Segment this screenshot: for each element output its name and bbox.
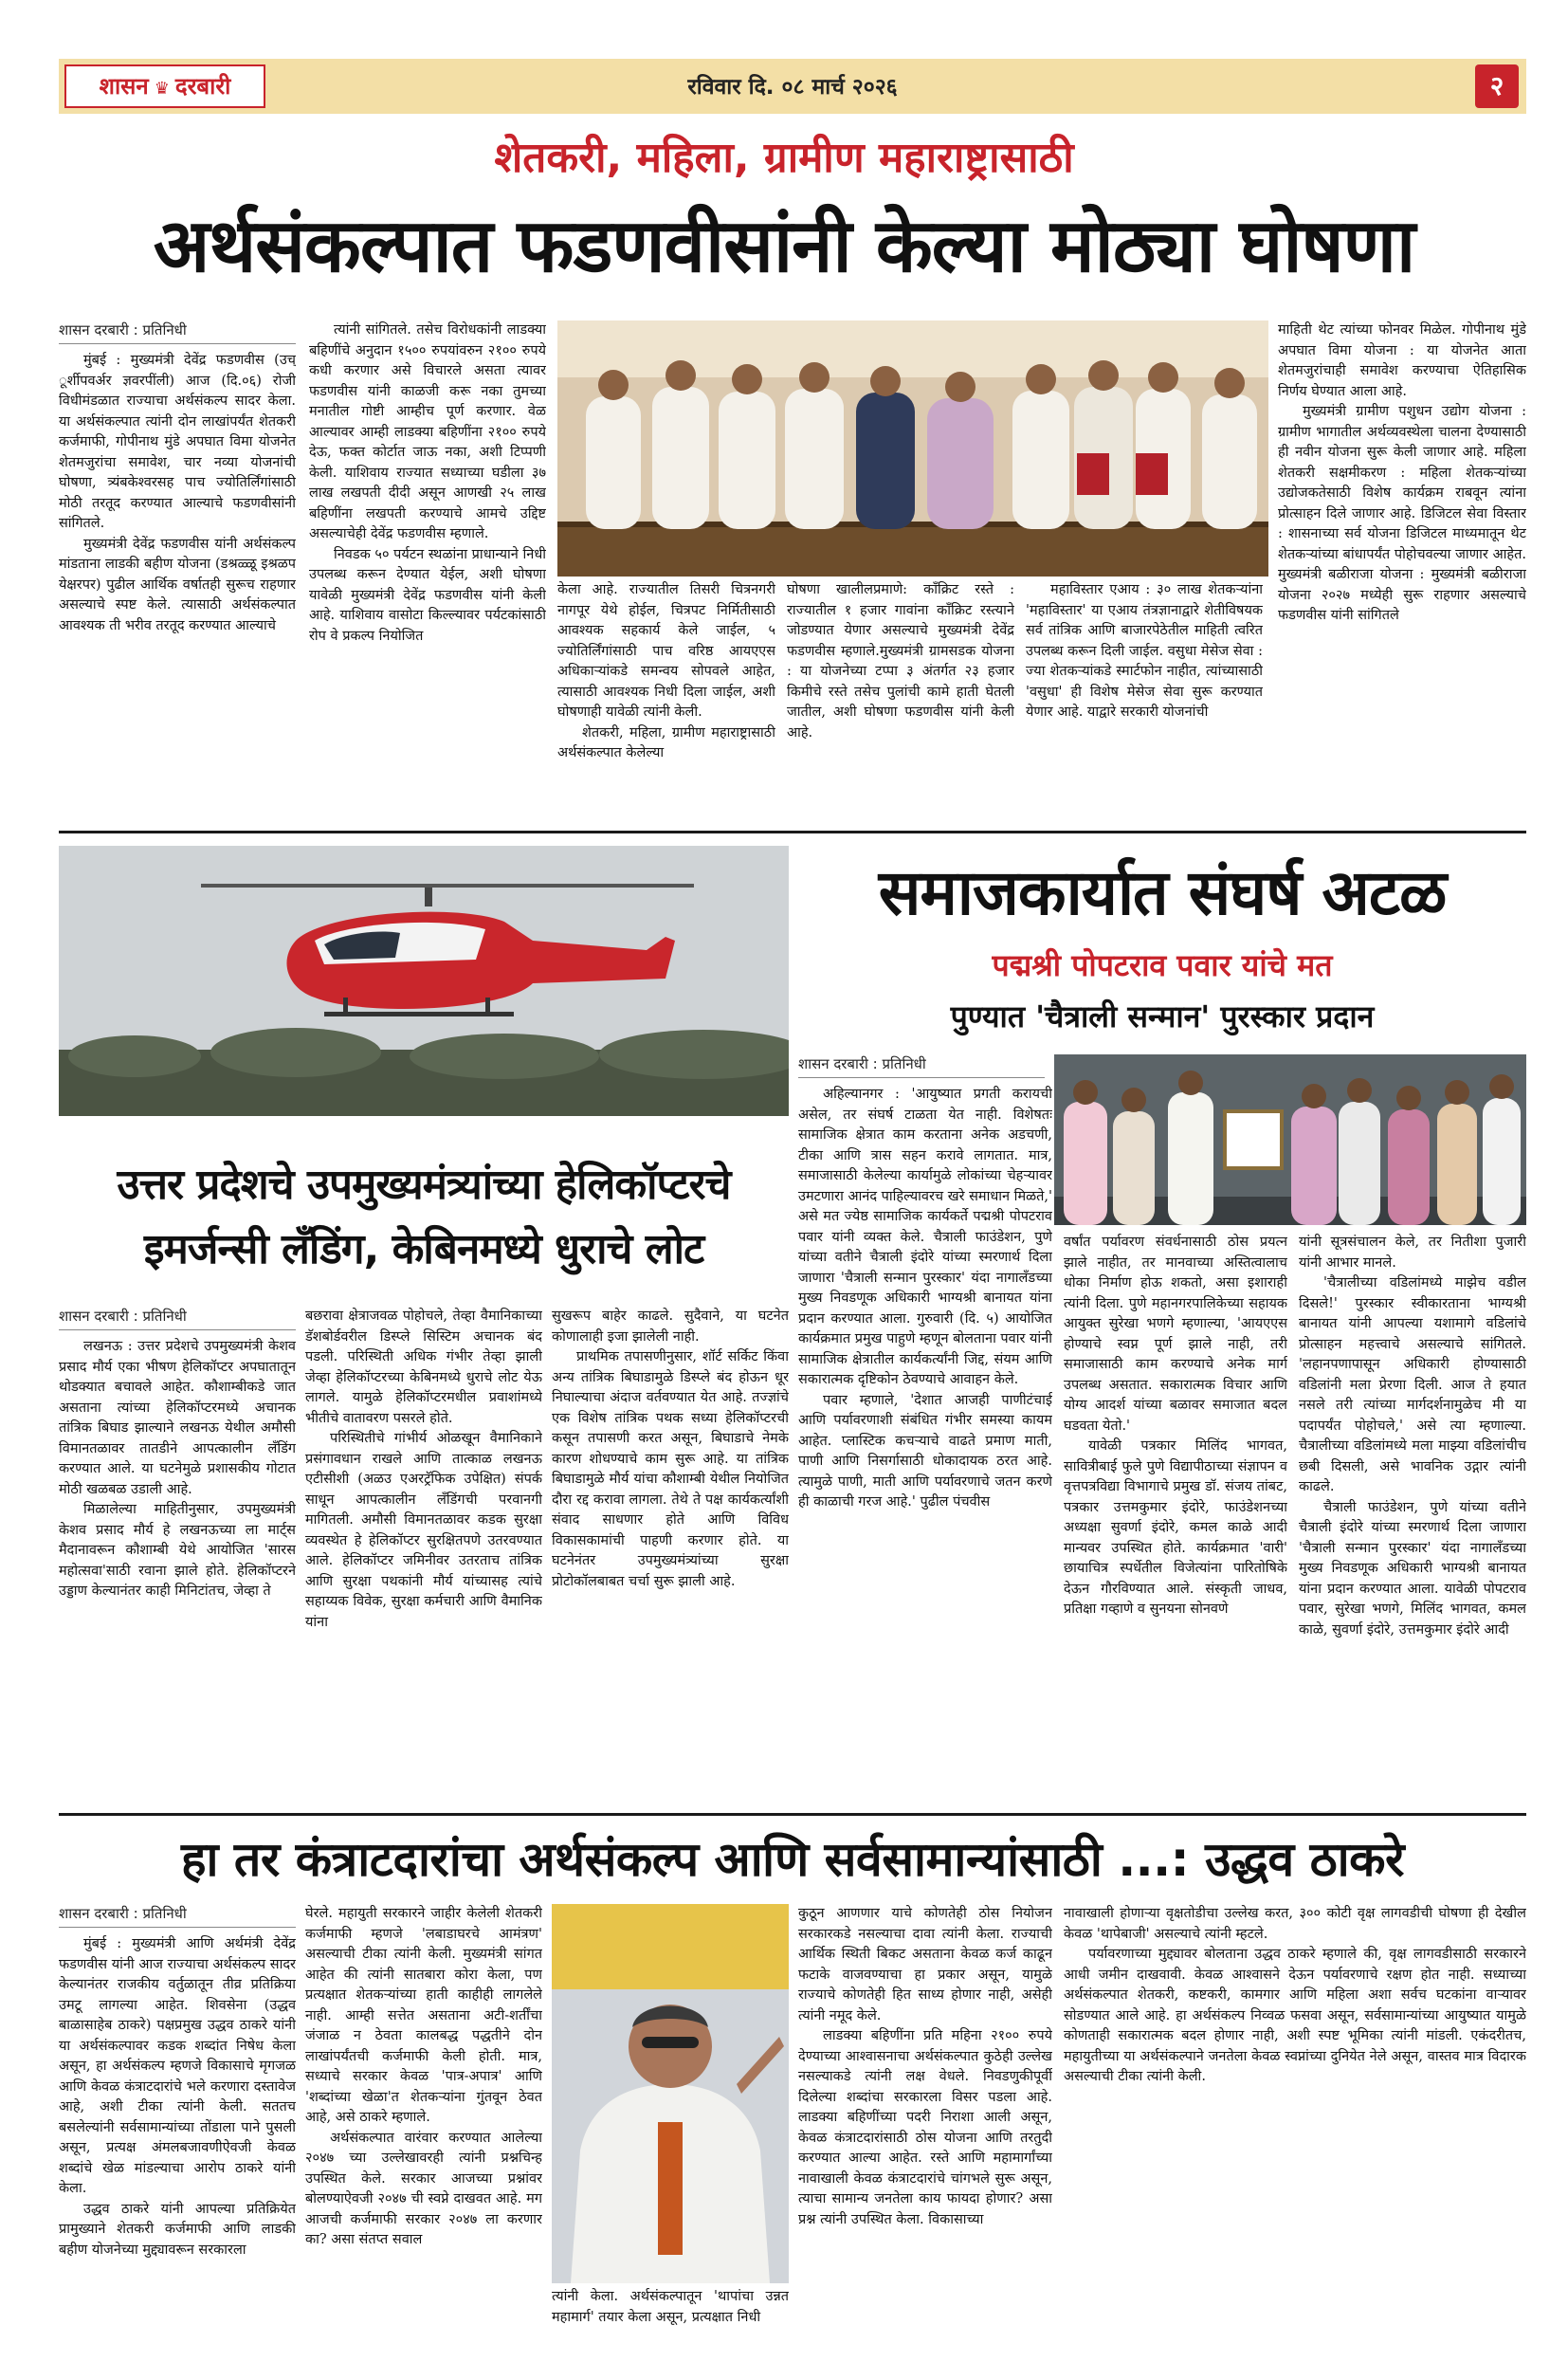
story4-column-2: [305, 1904, 542, 2357]
logo-right-text: दरबारी: [174, 73, 231, 100]
page-number: २: [1475, 64, 1519, 108]
paragraph: मुख्यमंत्री देवेंद्र फडणवीस यांनी अर्थसंकल्प मांडताना लाडकी बहीण योजना (डश्रळ्ळू इश्रळप येक्षरपर) पुढील आर्थिक वर्षातही सुरूच राहणार असल्याचे स्पष्ट केले. त्यासाठी अर्थसंकल्पात आवश्यक ती भरीव तरतूद करण्यात आल्याचे: [59, 536, 296, 633]
uddhav-thackeray-photo: [552, 1904, 789, 2283]
story2-column-3: [552, 1307, 789, 1802]
story3-column-2: [1064, 1233, 1287, 1802]
paragraph: प्राथमिक तपासणीनुसार, शॉर्ट सर्किट किंवा अन्य तांत्रिक बिघाडामुळे डिस्प्ले बंद होऊन धूर निघाल्याचा अंदाज वर्तवण्यात येत आहे. तज्ज्ञांचे एक विशेष तांत्रिक पथक सध्या हेलिकॉप्टरची कसून तपासणी करत असून, बिघाडाचे नेमके कारण शोधण्याचे काम सुरू आहे. या तांत्रिक बिघाडामुळे मौर्य यांचा कौशाम्बी येथील नियोजित दौरा रद्द करावा लागला. तेथे ते पक्ष कार्यकर्त्यांशी संवाद साधणार होते आणि विविध विकासकामांची पाहणी करणार होते. या घटनेनंतर उपमुख्यमंत्र्यांच्या सुरक्षा प्रोटोकॉलबाबत चर्चा सुरू झाली आहे.: [552, 1349, 789, 1589]
paragraph: त्यांनी केला. अर्थसंकल्पातून 'थापांचा उन्नत महामार्ग' तयार केला असून, प्रत्यक्षात निधी: [552, 2289, 789, 2325]
story4-byline: शासन दरबारी : प्रतिनिधी: [59, 1904, 296, 1928]
paragraph: मुख्यमंत्री ग्रामीण पशुधन उद्योग योजना : ग्रामीण भागातील अर्थव्यवस्थेला चालना देण्यासाठी ही नवीन योजना सुरू केली जाणार आहे. महिला शेतकरी सक्षमीकरण : महिला शेतकऱ्यांच्या उद्योजकतेसाठी विशेष कार्यक्रम राबवून त्यांना प्रोत्साहन दिले जाणार आहे. डिजिटल सेवा विस्तार : शासनाच्या सर्व योजना डिजिटल माध्यमातून थेट शेतकऱ्यांच्या बांधापर्यंत पोहोचवल्या जाणार आहेत. मुख्यमंत्री बळीराजा योजना : मुख्यमंत्री बळीराजा योजना २०२७ मध्येही सुरू राहणार असल्याचे फडणवीस यांनी सांगितले: [1278, 404, 1526, 623]
story1-headline: अर्थसंकल्पात फडणवीसांनी केल्या मोठ्या घोषणा: [153, 204, 1415, 289]
photo-caption-continuation: [552, 2287, 789, 2357]
section-divider: [59, 1813, 1526, 1816]
paragraph: माहिती थेट त्यांच्या फोनवर मिळेल. गोपीनाथ मुंडे अपघात विमा योजना : या योजनेत आता शेतमजुरांचाही समावेश करण्याचा ऐतिहासिक निर्णय घेण्यात आला आहे.: [1278, 322, 1526, 399]
issue-date: रविवार दि. ०८ मार्च २०२६: [687, 75, 898, 100]
logo-left-text: शासन: [99, 73, 149, 100]
story3-headline: समाजकार्यात संघर्ष अटळ: [878, 856, 1447, 929]
paragraph: वर्षांत पर्यावरण संवर्धनासाठी ठोस प्रयत्न झाले नाहीत, तर मानवाच्या अस्तित्वालाच धोका निर्माण होऊ शकतो, असा इशाराही त्यांनी दिला. पुणे महानगरपालिकेच्या सहायक आयुक्त सुरेखा भणगे म्हणाल्या, 'आयएएस होण्याचे स्वप्न पूर्ण झाले नाही, तरी समाजासाठी काम करण्याचे अनेक मार्ग उपलब्ध असतात. सकारात्मक विचार आणि योग्य आदर्श यांच्या बळावर समाजात बदल घडवता येतो.': [1064, 1235, 1287, 1434]
paragraph: अहिल्यानगर : 'आयुष्यात प्रगती करायची असेल, तर संघर्ष टाळता येत नाही. विशेषतः सामाजिक क्षेत्रात काम करताना अनेक अडचणी, टीका आणि त्रास सहन करावे लागतात. मात्र, समाजासाठी केलेल्या कार्यामुळे लोकांच्या चेहऱ्यावर उमटणारा आनंद पाहिल्यावरच खरे समाधान मिळते,' असे मत ज्येष्ठ सामाजिक कार्यकर्ते पद्मश्री पोपटराव पवार यांनी व्यक्त केले. चैत्राली फाउंडेशन, पुणे यांच्या वतीने चैत्राली इंदोरे यांच्या स्मरणार्थ दिला जाणारा 'चैत्राली सन्मान पुरस्कार' यंदा नागालँडच्या मुख्य निवडणूक अधिकारी भाग्यश्री बानायत यांना प्रदान करण्यात आला. गुरुवारी (दि. ५) आयोजित कार्यक्रमात प्रमुख पाहुणे म्हणून बोलताना पवार यांनी सामाजिक क्षेत्रातील कार्यकर्त्यांनी जिद्द, संयम आणि सकारात्मक दृष्टिकोन ठेवण्याचे आवाहन केले.: [798, 1087, 1052, 1387]
paragraph: घेरले. महायुती सरकारने जाहीर केलेली शेतकरी कर्जमाफी म्हणजे 'लबाडाघरचे आमंत्रण' असल्याची टीका त्यांनी केली. मुख्यमंत्री सांगत आहेत की त्यांनी सातबारा कोरा केला, पण प्रत्यक्षात शेतकऱ्यांच्या हाती काहीही लागलेले नाही. आम्ही सत्तेत असताना अटी-शर्तींचा जंजाळ न ठेवता कालबद्ध पद्धतीने दोन लाखांपर्यंतची कर्जमाफी केली होती. मात्र, सध्याचे सरकार केवळ 'पात्र-अपात्र' आणि 'शब्दांच्या खेळा'त शेतकऱ्यांना गुंतवून ठेवत आहे, असे ठाकरे म्हणाले.: [305, 1906, 542, 2125]
paragraph: त्यांनी सांगितले. तसेच विरोधकांनी लाडक्या बहिणींचे अनुदान १५०० रुपयांवरुन २१०० रुपये कधी करणार असे विचारले असता त्यावर फडणवीस यांनी काळजी करू नका तुमच्या मनातील गोष्टी आम्हीच पूर्ण करणार. वेळ आल्यावर आम्ही लाडक्या बहिणींना २१०० रुपये देऊ, फक्त कोर्टात जाऊ नका, अशी टिप्पणी केली. याशिवाय राज्यात सध्याच्या घडीला ३७ लाख लखपती दीदी असून आणखी २५ लाख बहिणींना लखपती करण्याचे आमचे उद्दिष्ट असल्याचेही देवेंद्र फडणवीस म्हणाले.: [309, 322, 546, 541]
paragraph: पवार म्हणाले, 'देशात आजही पाणीटंचाई आणि पर्यावरणाशी संबंधित गंभीर समस्या कायम आहेत. प्लास्टिक कचऱ्याचे वाढते प्रमाण माती, पाणी आणि निसर्गासाठी धोकादायक ठरत आहे. त्यामुळे पाणी, माती आणि पर्यावरणाचे जतन करणे ही काळाची गरज आहे.' पुढील पंचवीस: [798, 1392, 1052, 1510]
paragraph: यावेळी पत्रकार मिलिंद भागवत, सावित्रीबाई फुले पुणे विद्यापीठाच्या संज्ञापन व वृत्तपत्रविद्या विभागाचे प्रमुख डॉ. संजय तांबट, पत्रकार उत्तमकुमार इंदोरे, फाउंडेशनच्या अध्यक्षा सुवर्णा इंदोरे, कमल काळे आदी मान्यवर उपस्थित होते. कार्यक्रमात 'वारी' छायाचित्र स्पर्धेतील विजेत्यांना पारितोषिके देऊन गौरविण्यात आले. संस्कृती जाधव, प्रतिक्षा गव्हाणे व सुनयना सोनवणे: [1064, 1438, 1287, 1617]
paragraph: लाडक्या बहिणींना प्रति महिना २१०० रुपये देण्याच्या आश्वासनाचा अर्थसंकल्पात कुठेही उल्लेख नसल्याकडे त्यांनी लक्ष वेधले. निवडणुकीपूर्वी दिलेल्या शब्दांचा सरकारला विसर पडला आहे. लाडक्या बहिणींच्या पदरी निराशा आली असून, केवळ कंत्राटदारांसाठी ठोस योजना आणि तरतुदी करण्यात आल्या आहेत. रस्ते आणि महामार्गांच्या नावाखाली केवळ कंत्राटदारांचे चांगभले सुरू असून, त्याचा सामान्य जनतेला काय फायदा होणार? असा प्रश्न त्यांनी उपस्थित केला. विकासाच्या: [798, 2028, 1052, 2227]
paragraph: मुंबई : मुख्यमंत्री आणि अर्थमंत्री देवेंद्र फडणवीस यांनी आज राज्याचा अर्थसंकल्प सादर केल्यानंतर राजकीय वर्तुळातून तीव्र प्रतिक्रिया उमटू लागल्या आहेत. शिवसेना (उद्धव बाळासाहेब ठाकरे) पक्षप्रमुख उद्धव ठाकरे यांनी या अर्थसंकल्पावर कडक शब्दांत निषेध केला असून, हा अर्थसंकल्प म्हणजे विकासाचे मृगजळ आणि केवळ कंत्राटदारांचे भले करणारा दस्तावेज आहे, अशी टीका त्यांनी केली. सततच बसलेल्यांनी सर्वसामान्यांच्या तोंडाला पाने पुसली असून, प्रत्यक्ष अंमलबजावणीऐवजी केवळ शब्दांचे खेळ मांडल्याचा आरोप ठाकरे यांनी केला.: [59, 1936, 296, 2196]
story1-column-6: [1278, 320, 1526, 821]
story3-column-3: [1299, 1233, 1526, 1802]
story1-column-1: [59, 351, 296, 821]
story1-column-5: [1026, 580, 1263, 821]
paragraph: उद्धव ठाकरे यांनी आपल्या प्रतिक्रियेत प्रामुख्याने शेतकरी कर्जमाफी आणि लाडकी बहीण योजनेच्या मुद्द्यावरून सरकारला: [59, 2201, 296, 2258]
story1-column-4: [787, 580, 1014, 821]
story2-headline-line-1: उत्तर प्रदेशचे उपमुख्यमंत्र्यांच्या हेलिकॉप्टरचे: [117, 1161, 731, 1209]
story4-column-3: [798, 1904, 1052, 2357]
story4-headline: हा तर कंत्राटदारांचा अर्थसंकल्प आणि सर्वसामान्यांसाठी ...: उद्धव ठाकरे: [181, 1832, 1404, 1887]
award-ceremony-photo: [1054, 1054, 1526, 1225]
story3-column-1: [798, 1085, 1052, 1802]
masthead: [59, 59, 1526, 114]
story3-subhead-1: पद्मश्री पोपटराव पवार यांचे मत: [992, 947, 1333, 983]
paragraph: केला आहे. राज्यातील तिसरी चित्रनगरी नागपूर येथे होईल, चित्रपट निर्मितीसाठी आवश्यक सहकार्य केले जाईल, ५ ज्योतिर्लिंगांसाठी पाच वरिष्ठ आयएएस अधिकाऱ्यांकडे समन्वय सोपवले आहेत, त्यासाठी आवश्यक निधी दिला जाईल, अशी घोषणाही यावेळी त्यांनी केली.: [557, 582, 775, 720]
paragraph: परिस्थितीचे गांभीर्य ओळखून वैमानिकाने प्रसंगावधान राखले आणि तात्काळ लखनऊ एटीसीशी (अळउ एअरट्रॅफिक उपेक्षित) संपर्क साधून आपत्कालीन लँडिंगची परवानगी मागितली. अमौसी विमानतळावर कडक सुरक्षा व्यवस्थेत हे हेलिकॉप्टर सुरक्षितपणे उतरवण्यात आले. हेलिकॉप्टर जमिनीवर उतरताच तांत्रिक आणि सुरक्षा पथकांनी मौर्य यांच्यासह त्यांचे सहाय्यक विवेक, सुरक्षा कर्मचारी आणि वैमानिक यांना: [305, 1431, 542, 1630]
story4-column-4: [1064, 1904, 1526, 2357]
paragraph: बछरावा क्षेत्राजवळ पोहोचले, तेव्हा वैमानिकाच्या डॅशबोर्डवरील डिस्प्ले सिस्टिम अचानक बंद पडली. परिस्थिती अधिक गंभीर तेव्हा झाली जेव्हा हेलिकॉप्टरच्या केबिनमध्ये धुराचे लोट येऊ लागले. यामुळे हेलिकॉप्टरमधील प्रवाशांमध्ये भीतीचे वातावरण पसरले होते.: [305, 1309, 542, 1426]
story2-column-1: [59, 1337, 296, 1802]
paragraph: लखनऊ : उत्तर प्रदेशचे उपमुख्यमंत्री केशव प्रसाद मौर्य एका भीषण हेलिकॉप्टर अपघातातून थोडक्यात बचावले आहेत. कौशाम्बीकडे जात असताना त्यांच्या हेलिकॉप्टरमध्ये अचानक तांत्रिक बिघाड झाल्याने लखनऊ येथील अमौसी विमानतळावर तातडीने आपत्कालीन लँडिंग करण्यात आले. या घटनेमुळे प्रशासकीय गोटात मोठी खळबळ उडाली आहे.: [59, 1339, 296, 1497]
paragraph: पर्यावरणाच्या मुद्द्यावर बोलताना उद्धव ठाकरे म्हणाले की, वृक्ष लागवडीसाठी सरकारने आधी जमीन दाखवावी. केवळ आश्वासने देऊन पर्यावरणाचे रक्षण होत नाही. सध्याच्या अर्थसंकल्पात शेतकरी, कष्टकरी, कामगार आणि महिला अशा सर्वच घटकांना वाऱ्यावर सोडण्यात आले आहे. हा अर्थसंकल्प निव्वळ फसवा असून, सर्वसामान्यांच्या आयुष्यात यामुळे कोणताही सकारात्मक बदल होणार नाही, अशी स्पष्ट भूमिका त्यांनी मांडली. एकंदरीतच, महायुतीच्या या अर्थसंकल्पाने जनतेला केवळ स्वप्नांच्या दुनियेत नेले असून, वास्तव मात्र विदारक असल्याची टीका त्यांनी केली.: [1064, 1947, 1526, 2084]
story2-column-2: [305, 1307, 542, 1802]
paragraph: चैत्राली फाउंडेशन, पुणे यांच्या वतीने चैत्राली इंदोरे यांच्या स्मरणार्थ दिला जाणारा 'चैत्राली सन्मान पुरस्कार' यंदा नागालँडच्या मुख्य निवडणूक अधिकारी भाग्यश्री बानायत यांना प्रदान करण्यात आला. यावेळी पोपटराव पवार, सुरेखा भणगे, मिलिंद भागवत, कमल काळे, सुवर्णा इंदोरे, उत्तमकुमार इंदोरे आदी: [1299, 1499, 1526, 1638]
story4-column-1: [59, 1934, 296, 2357]
section-divider: [59, 831, 1526, 833]
story2-headline-line-2: इमर्जन्सी लँडिंग, केबिनमध्ये धुराचे लोट: [143, 1225, 704, 1273]
paragraph: मुंबई : मुख्यमंत्री देवेंद्र फडणवीस (उच् ूर्शीपवर्अर ज्ञवरपींली) आज (दि.०६) रोजी विधीमंडळात राज्याचा अर्थसंकल्प सादर केला. या अर्थसंकल्पात त्यांनी दोन लाखांपर्यंत शेतकरी कर्जमाफी, गोपीनाथ मुंडे अपघात विमा योजनेत शेतमजुरांचा समावेश, चार नव्या योजनांची घोषणा, त्र्यंबकेश्वरसह पाच ज्योतिर्लिंगांसाठी मोठी तरतूद करण्यात आल्याचे फडणवीसांनी सांगितले.: [59, 353, 296, 531]
story2-byline: शासन दरबारी : प्रतिनिधी: [59, 1307, 296, 1330]
paragraph: मिळालेल्या माहितीनुसार, उपमुख्यमंत्री केशव प्रसाद मौर्य हे लखनऊच्या ला मार्ट्स मैदानावरून कौशाम्बी येथे आयोजित 'सारस महोत्सवा'साठी रवाना झाले होते. हेलिकॉप्टरने उड्डाण केल्यानंतर काही मिनिटांतच, जेव्हा ते: [59, 1502, 296, 1599]
story1-column-2: [309, 320, 546, 821]
paragraph: 'चैत्रालीच्या वडिलांमध्ये माझेच वडील दिसले!' पुरस्कार स्वीकारताना भाग्यश्री बानायत यांनी आपल्या यशामागे वडिलांचे प्रोत्साहन महत्त्वाचे असल्याचे सांगितले. 'लहानपणापासून अधिकारी होण्यासाठी वडिलांनी मला प्रेरणा दिली. आज ते हयात नसले तरी त्यांच्या मार्गदर्शनामुळेच मी या पदापर्यंत पोहोचले,' असे त्या म्हणाल्या. चैत्रालीच्या वडिलांमध्ये मला माझ्या वडिलांचीच छबी दिसली, असे भावनिक उद्गार त्यांनी काढले.: [1299, 1275, 1526, 1494]
paragraph: सुखरूप बाहेर काढले. सुदैवाने, या घटनेत कोणालाही इजा झालेली नाही.: [552, 1309, 789, 1345]
budget-meeting-photo: [557, 320, 1268, 577]
paragraph: शेतकरी, महिला, ग्रामीण महाराष्ट्रासाठी अर्थसंकल्पात केलेल्या: [557, 724, 775, 760]
story3-subhead-2: पुण्यात 'चैत्राली सन्मान' पुरस्कार प्रदान: [950, 998, 1375, 1034]
helicopter-photo: [59, 846, 789, 1116]
emblem-icon: ♛: [154, 79, 170, 99]
paragraph: कुठून आणणार याचे कोणतेही ठोस नियोजन सरकारकडे नसल्याचा दावा त्यांनी केला. राज्याची आर्थिक स्थिती बिकट असताना केवळ कर्ज काढून फटाके वाजवण्याचा हा प्रकार असून, यामुळे राज्याचे कोणतेही हित साध्य होणार नाही, असेही त्यांनी नमूद केले.: [798, 1906, 1052, 2023]
story1-byline: शासन दरबारी : प्रतिनिधी: [59, 320, 296, 344]
paragraph: घोषणा खालीलप्रमाणे: काँक्रिट रस्ते : राज्यातील १ हजार गावांना काँक्रिट रस्त्याने जोडण्यात येणार असल्याचे मुख्यमंत्री देवेंद्र फडणवीस म्हणाले.मुख्यमंत्री ग्रामसडक योजना : या योजनेच्या टप्पा ३ अंतर्गत २३ हजार किमीचे रस्ते तसेच पुलांची कामे हाती घेतली जातील, अशी घोषणा फडणवीस यांनी केली आहे.: [787, 582, 1014, 741]
paragraph: निवडक ५० पर्यटन स्थळांना प्राधान्याने निधी उपलब्ध करून देण्यात येईल, अशी घोषणा यावेळी मुख्यमंत्री देवेंद्र फडणवीस यांनी केली आहे. याशिवाय वासोटा किल्ल्यावर पर्यटकांसाठी रोप वे प्रकल्प नियोजित: [309, 546, 546, 644]
paragraph: अर्थसंकल्पात वारंवार करण्यात आलेल्या २०४७ च्या उल्लेखावरही त्यांनी प्रश्नचिन्ह उपस्थित केले. सरकार आजच्या प्रश्नांवर बोलण्याऐवजी २०४७ ची स्वप्ने दाखवत आहे. मग आजची कर्जमाफी सरकार २०४७ ला करणार का? असा संतप्त सवाल: [305, 2130, 542, 2247]
paragraph: नावाखाली होणाऱ्या वृक्षतोडीचा उल्लेख करत, ३०० कोटी वृक्ष लागवडीची घोषणा ही देखील केवळ 'थापेबाजी' असल्याचे त्यांनी म्हटले.: [1064, 1906, 1526, 1942]
story1-kicker: शेतकरी, महिला, ग्रामीण महाराष्ट्रासाठी: [494, 134, 1074, 182]
paragraph: महाविस्तार एआय : ३० लाख शेतकऱ्यांना 'महाविस्तार' या एआय तंत्रज्ञानाद्वारे शेतीविषयक सर्व तांत्रिक आणि बाजारपेठेतील माहिती त्वरित उपलब्ध करून दिली जाईल. वसुधा मेसेज सेवा : ज्या शेतकऱ्यांकडे स्मार्टफोन नाहीत, त्यांच्यासाठी 'वसुधा' ही विशेष मेसेज सेवा सुरू करण्यात येणार आहे. याद्वारे सरकारी योजनांची: [1026, 582, 1263, 720]
paragraph: यांनी सूत्रसंचालन केले, तर नितीशा पुजारी यांनी आभार मानले.: [1299, 1235, 1526, 1271]
story1-column-3: [557, 580, 775, 821]
story3-byline: शासन दरबारी : प्रतिनिधी: [798, 1054, 1045, 1078]
